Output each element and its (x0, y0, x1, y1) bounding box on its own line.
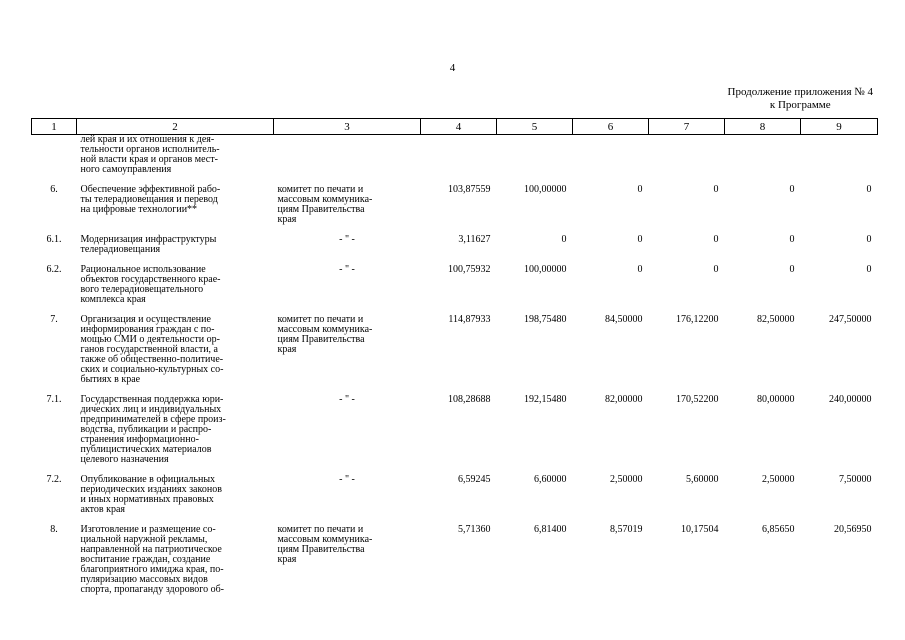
row-value: 0 (789, 184, 795, 195)
row-responsible: комитет по печати и массовым коммуника- циям Правительства края (277, 184, 373, 225)
row-value: 6,81400 (534, 524, 567, 535)
continuation-note (728, 86, 873, 112)
row-name: Обеспечение эффективной рабо- ты телерадиовещания и перевод на цифровые технологии** (80, 184, 221, 215)
row-value: 0 (866, 234, 872, 245)
row-value: 84,50000 (605, 314, 643, 325)
row-value: 6,85650 (762, 524, 795, 535)
row-value: 0 (866, 184, 872, 195)
table-row (32, 385, 878, 465)
row-value: 2,50000 (762, 474, 795, 485)
row-value: 0 (866, 264, 872, 275)
header-cell: 4 (421, 119, 497, 135)
row-number: 8. (50, 524, 58, 535)
table-row (32, 465, 878, 515)
row-responsible: - " - (339, 474, 355, 485)
row-name: Рациональное использование объектов государственного крае- вого телерадиовещательного комплекса края (80, 264, 221, 305)
header-cell: 2 (77, 119, 274, 135)
row-value: 0 (789, 264, 795, 275)
row-value: 176,12200 (676, 314, 719, 325)
row-value: 3,11627 (458, 234, 491, 245)
row-responsible: - " - (339, 234, 355, 245)
table-row (32, 305, 878, 385)
page-number: 4 (449, 62, 456, 74)
header-cell: 6 (573, 119, 649, 135)
row-name: Государственная поддержка юри- дических лиц и индивидуальных предпринимателей в сфере произ- водства, публикации и распро- странения информационно- публицистических материалов целевого назначения (80, 394, 226, 465)
row-value: 198,75480 (524, 314, 567, 325)
row-value: 0 (637, 234, 643, 245)
header-cell: 1 (32, 119, 77, 135)
row-responsible: комитет по печати и массовым коммуника- циям Правительства края (277, 524, 373, 565)
header-cell: 3 (274, 119, 421, 135)
row-value: 20,56950 (834, 524, 872, 535)
row-value (725, 135, 801, 176)
row-responsible: - " - (339, 394, 355, 405)
row-value: 6,60000 (534, 474, 567, 485)
header-cell: 8 (725, 119, 801, 135)
row-value: 0 (713, 264, 719, 275)
row-number: 7. (50, 314, 58, 325)
table-row (32, 515, 878, 595)
table-row (32, 225, 878, 255)
continuation-line-2: к Программе (769, 99, 831, 111)
row-value (573, 135, 649, 176)
row-value: 0 (789, 234, 795, 245)
row-number: 6. (50, 184, 58, 195)
row-value: 247,50000 (829, 314, 872, 325)
row-value: 7,50000 (839, 474, 872, 485)
continuation-line-1: Продолжение приложения № 4 (727, 86, 873, 98)
row-value: 0 (561, 234, 567, 245)
row-value: 8,57019 (610, 524, 643, 535)
row-responsible: комитет по печати и массовым коммуника- циям Правительства края (277, 314, 373, 355)
row-value: 240,00000 (829, 394, 872, 405)
row-value: 5,60000 (686, 474, 719, 485)
row-name: Организация и осуществление информирования граждан с по- мощью СМИ о деятельности ор- ганов государственной власти, а также об общественно-политиче- ских и социально-культурных со- бытиях в крае (80, 314, 224, 385)
row-value: 5,71360 (458, 524, 491, 535)
row-value: 170,52200 (676, 394, 719, 405)
table-row (32, 175, 878, 225)
row-value (497, 135, 573, 176)
row-value: 82,00000 (605, 394, 643, 405)
row-value (801, 135, 878, 176)
row-value: 0 (637, 184, 643, 195)
program-table (31, 118, 878, 595)
row-value: 108,28688 (448, 394, 491, 405)
row-value: 100,00000 (524, 264, 567, 275)
row-number: 7.1. (46, 394, 62, 405)
row-name: лей края и их отношения к дея- тельности органов исполнитель- ной власти края и органов мест- ного самоуправления (80, 134, 220, 175)
header-cell: 9 (801, 119, 878, 135)
row-name: Опубликование в официальных периодических изданиях законов и иных нормативных правовых актов края (80, 474, 222, 515)
row-value: 80,00000 (757, 394, 795, 405)
table-body (32, 135, 878, 596)
row-value: 10,17504 (681, 524, 719, 535)
row-name: Изготовление и размещение со- циальной наружной рекламы, направленной на патриотическое воспитание граждан, создание благоприятного имиджа края, по- пуляризацию массовых видов спорта, пропаганду здорового об- (80, 524, 224, 595)
row-value: 100,75932 (448, 264, 491, 275)
row-value: 192,15480 (524, 394, 567, 405)
row-value: 100,00000 (524, 184, 567, 195)
row-value (421, 135, 497, 176)
row-value: 0 (713, 184, 719, 195)
row-number: 7.2. (46, 474, 62, 485)
table-row (32, 135, 878, 176)
row-number: 6.1. (46, 234, 62, 245)
row-name: Модернизация инфраструктуры телерадиовещания (80, 234, 217, 255)
row-value: 2,50000 (610, 474, 643, 485)
row-number: 6.2. (46, 264, 62, 275)
header-cell: 5 (497, 119, 573, 135)
row-responsible: - " - (339, 264, 355, 275)
row-value (649, 135, 725, 176)
row-value: 103,87559 (448, 184, 491, 195)
row-value: 6,59245 (458, 474, 491, 485)
row-value: 0 (713, 234, 719, 245)
table-row (32, 255, 878, 305)
table-header (32, 119, 878, 135)
row-value: 114,87933 (448, 314, 491, 325)
row-responsible (274, 135, 421, 176)
row-value: 0 (637, 264, 643, 275)
row-value: 82,50000 (757, 314, 795, 325)
row-number (32, 135, 77, 176)
header-cell: 7 (649, 119, 725, 135)
